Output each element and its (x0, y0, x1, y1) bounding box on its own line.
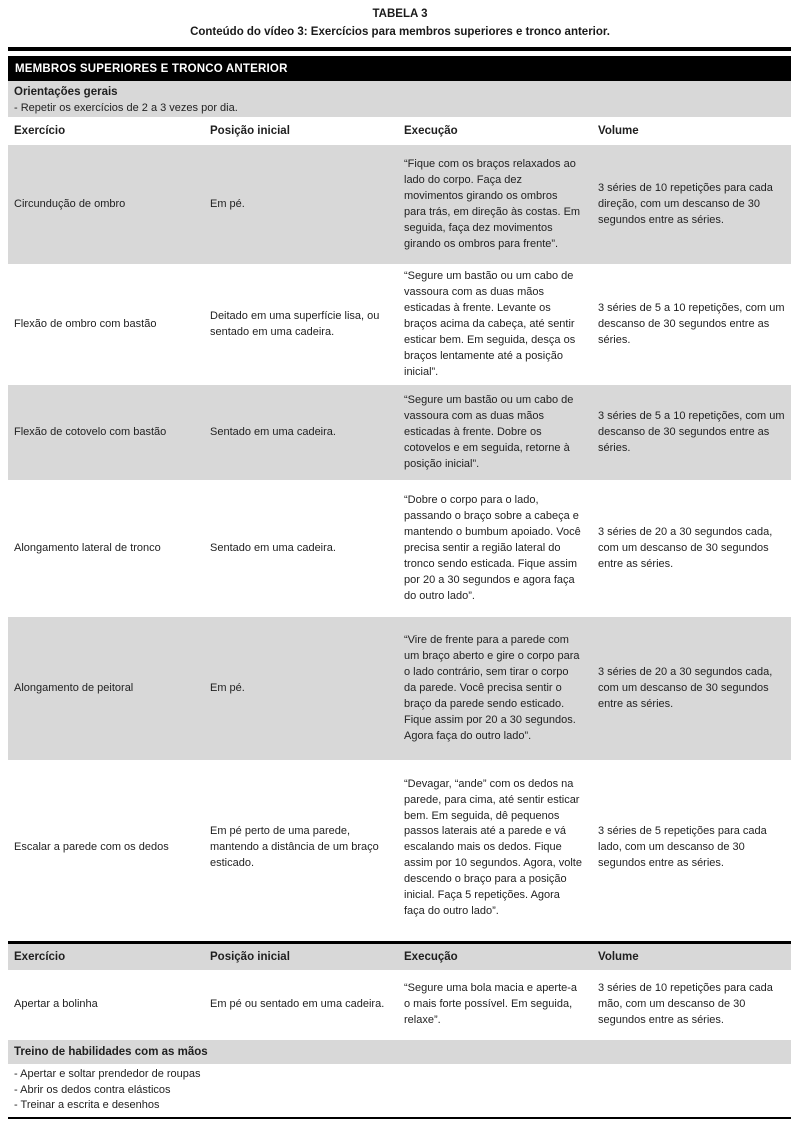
cell-execution: “Segure uma bola macia e aperte-a o mais forte possível. Em seguida, relaxe”. (404, 982, 578, 1027)
column-header-position: Posição inicial (210, 125, 290, 137)
cell-position: Sentado em uma cadeira. (210, 425, 336, 438)
cell-execution: “Devagar, “ande” com os dedos na parede, para cima, até sentir esticar bem. Em seguida, dê pequenos passos laterais até a parede e vá escalando mais os dedos. Fique assim por 10 segundos. Agora, volte descendo o braço para a posição inicial. Faça 5 repetições. Agora faça do outro lado”. (404, 777, 582, 918)
column-header-volume: Volume (598, 951, 639, 963)
cell-execution: “Segure um bastão ou um cabo de vassoura com as duas mãos esticadas à frente. Dobre os cotovelos e em seguida, retorne à posição inicial”. (404, 394, 574, 470)
cell-exercise: Apertar a bolinha (14, 998, 98, 1011)
table-row (8, 617, 791, 760)
cell-volume: 3 séries de 10 repetições para cada direção, com um descanso de 30 segundos entre as séries. (598, 181, 773, 226)
skills-header-label: Treino de habilidades com as mãos (14, 1046, 208, 1058)
column-header-volume: Volume (598, 125, 639, 137)
section-header-label: MEMBROS SUPERIORES E TRONCO ANTERIOR (15, 62, 288, 75)
page-title: TABELA 3 (372, 8, 428, 20)
orientations-note: - Repetir os exercícios de 2 a 3 vezes por dia. (14, 102, 238, 115)
exercise-table (8, 47, 791, 1119)
cell-position: Deitado em uma superfície lisa, ou sentado em uma cadeira. (210, 310, 380, 339)
skills-item: - Treinar a escrita e desenhos (14, 1099, 160, 1112)
cell-volume: 3 séries de 5 a 10 repetições, com um descanso de 30 segundos entre as séries. (598, 302, 785, 347)
cell-exercise: Circundução de ombro (14, 197, 126, 210)
column-header-position: Posição inicial (210, 951, 290, 963)
skills-item: - Apertar e soltar prendedor de roupas (14, 1068, 201, 1081)
cell-volume: 3 séries de 20 a 30 segundos cada, com um descanso de 30 segundos entre as séries. (598, 665, 773, 710)
orientations-block (8, 81, 791, 117)
cell-volume: 3 séries de 5 a 10 repetições, com um descanso de 30 segundos entre as séries. (598, 409, 785, 454)
table-caption (0, 0, 800, 40)
cell-volume: 3 séries de 20 a 30 segundos cada, com um descanso de 30 segundos entre as séries. (598, 525, 773, 570)
cell-volume: 3 séries de 5 repetições para cada lado, com um descanso de 30 segundos entre as séries. (598, 825, 767, 870)
cell-volume: 3 séries de 10 repetições para cada mão, com um descanso de 30 segundos entre as séries. (598, 982, 773, 1027)
cell-execution: “Fique com os braços relaxados ao lado do corpo. Faça dez movimentos girando os ombros para trás, em direção às costas. Em seguida, faça dez movimentos girando os ombros para frente”. (404, 158, 581, 250)
page-subtitle: Conteúdo do vídeo 3: Exercícios para membros superiores e tronco anterior. (190, 25, 610, 38)
table-row (8, 385, 791, 480)
column-header-row (8, 117, 791, 145)
column-header-exercise: Exercício (14, 951, 66, 963)
cell-exercise: Alongamento lateral de tronco (14, 541, 161, 554)
table-row (8, 760, 791, 936)
cell-execution: “Segure um bastão ou um cabo de vassoura com as duas mãos esticadas à frente. Levante os braços acima da cabeça, até sentir esticar bem. Em seguida, desça os braços lentamente até a posição inicial”. (404, 270, 576, 378)
cell-position: Em pé perto de uma parede, mantendo a distância de um braço esticado. (210, 825, 379, 870)
table-row (8, 264, 791, 385)
cell-exercise: Flexão de cotovelo com bastão (14, 425, 167, 438)
orientations-heading: Orientações gerais (14, 86, 118, 99)
cell-position: Sentado em uma cadeira. (210, 541, 336, 554)
cell-execution: “Dobre o corpo para o lado, passando o braço sobre a cabeça e mantendo o bumbum apoiado. Você precisa sentir a região lateral do tronco sendo esticada. Fique assim por 20 a 30 segundos e agora faça do outro lado”. (404, 494, 581, 602)
section-header-bar (8, 56, 791, 81)
cell-position: Em pé. (210, 197, 245, 210)
cell-exercise: Flexão de ombro com bastão (14, 318, 157, 331)
cell-execution: “Vire de frente para a parede com um braço aberto e gire o corpo para o lado contrário, sem tirar o corpo da parede. Você precisa sentir o braço da parede sendo esticado. Fique assim por 20 a 30 segundos. Agora faça do outro lado”. (404, 634, 580, 742)
cell-exercise: Alongamento de peitoral (14, 681, 134, 694)
table-row (8, 480, 791, 617)
column-header-row-2 (8, 944, 791, 970)
skills-item: - Abrir os dedos contra elásticos (14, 1083, 171, 1096)
column-header-execution: Execução (404, 125, 458, 137)
skills-header (8, 1040, 791, 1064)
bottom-rule (8, 1117, 791, 1119)
cell-exercise: Escalar a parede com os dedos (14, 841, 169, 854)
cell-position: Em pé ou sentado em uma cadeira. (210, 998, 385, 1011)
cell-position: Em pé. (210, 681, 245, 694)
skills-list (8, 1064, 791, 1117)
table-row (8, 970, 791, 1040)
column-header-execution: Execução (404, 951, 458, 963)
column-header-exercise: Exercício (14, 125, 66, 137)
table-row (8, 145, 791, 264)
